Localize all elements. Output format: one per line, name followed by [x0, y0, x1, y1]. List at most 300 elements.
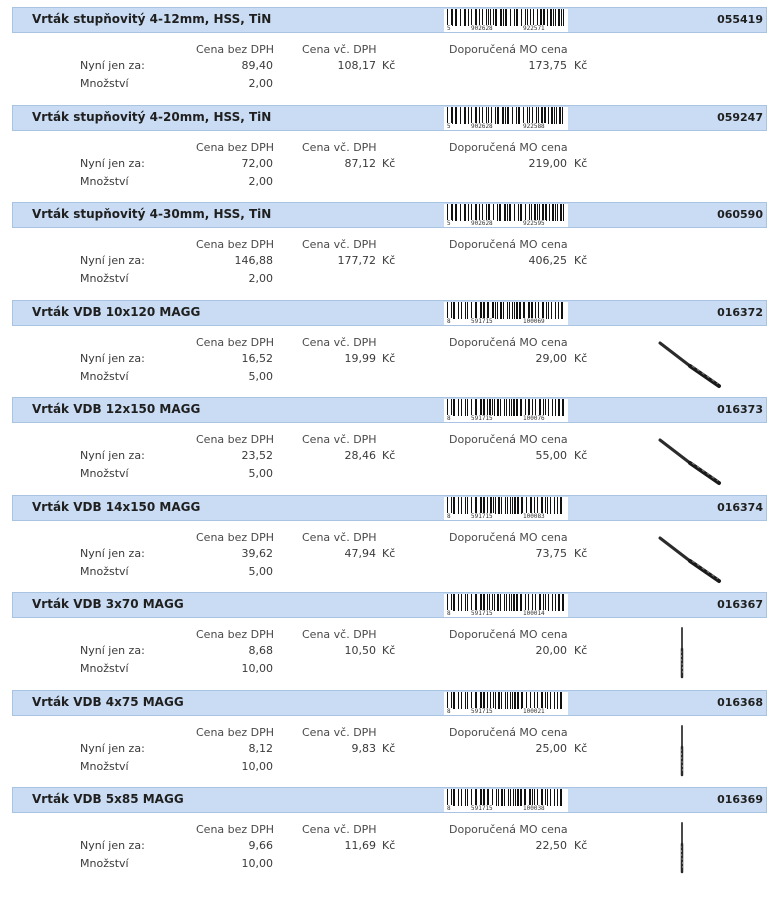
barcode-bar: [471, 497, 472, 514]
barcode-bar: [562, 594, 564, 611]
barcode-bar: [483, 789, 485, 806]
product-image-drill-bit[interactable]: [652, 433, 726, 493]
barcode-bar: [447, 789, 448, 806]
product-list: [0, 7, 780, 885]
col-head-price-incl-vat: Cena vč. DPH: [302, 530, 377, 544]
col-head-price-incl-vat: Cena vč. DPH: [302, 238, 377, 251]
barcode-bar: [537, 204, 538, 221]
currency-label: Kč: [574, 351, 588, 365]
product-code: 016368: [717, 695, 763, 709]
barcode-bar: [547, 497, 548, 514]
label-quantity: Množství: [80, 77, 129, 90]
col-head-price-excl-vat: Cena bez DPH: [196, 140, 275, 154]
barcode-bar: [546, 302, 547, 319]
barcode-bar: [531, 204, 532, 221]
barcode-bar: [475, 497, 477, 514]
currency-label: Kč: [382, 351, 396, 365]
retail-price: 25,00: [535, 741, 567, 755]
product-name[interactable]: Vrták VDB 5x85 MAGG: [32, 792, 184, 806]
barcode-digit-right: 100083: [523, 512, 545, 520]
barcode-digit-left: 591715: [471, 317, 493, 325]
barcode-bar: [539, 204, 540, 221]
barcode-bar: [554, 692, 555, 709]
barcode-bar: [534, 789, 535, 806]
barcode-bar: [465, 692, 466, 709]
barcode-bar: [535, 594, 536, 611]
barcode-bar: [533, 9, 534, 26]
barcode-bar: [558, 594, 560, 611]
barcode-bar: [547, 9, 548, 26]
barcode-bar: [505, 9, 507, 26]
barcode-bar: [528, 594, 529, 611]
currency-label: Kč: [382, 254, 396, 267]
barcode-bar: [558, 399, 560, 416]
col-head-recommended-retail: Doporučená MO cena: [449, 43, 568, 56]
barcode-bar: [551, 302, 552, 319]
barcode-digit-right: 100038: [523, 805, 545, 812]
barcode-bar: [543, 399, 544, 416]
barcode-bar: [451, 692, 452, 709]
product-name[interactable]: Vrták VDB 3x70 MAGG: [32, 597, 184, 611]
barcode-bar: [532, 399, 533, 416]
barcode-bar: [451, 9, 453, 26]
barcode-bar: [467, 594, 468, 611]
barcode-digit-prefix: 8: [447, 317, 451, 325]
quantity-value: 5,00: [248, 467, 273, 480]
barcode-bar: [559, 107, 561, 124]
barcode-bar: [497, 204, 498, 221]
barcode-digit-right: 100076: [523, 415, 545, 422]
retail-price: 73,75: [535, 546, 567, 560]
barcode-bar: [515, 789, 516, 806]
barcode-bar: [480, 497, 482, 514]
currency-label: Kč: [574, 254, 588, 267]
barcode-bar: [487, 302, 489, 319]
barcode-bar: [516, 9, 518, 26]
barcode-bar: [510, 789, 511, 806]
price-incl-vat: 87,12: [344, 156, 376, 170]
col-head-recommended-retail: Doporučená MO cena: [449, 823, 568, 836]
barcode-bars: [444, 497, 568, 514]
label-quantity: Množství: [80, 369, 129, 383]
product-image-drill-bit[interactable]: [675, 625, 689, 685]
barcode-bar: [521, 692, 523, 709]
barcode-bar: [447, 497, 448, 514]
barcode-bar: [479, 107, 480, 124]
barcode-bar: [480, 789, 482, 806]
barcode-bar: [453, 594, 455, 611]
barcode-bar: [529, 107, 530, 124]
col-head-recommended-retail: Doporučená MO cena: [449, 725, 568, 739]
barcode-bar: [543, 594, 544, 611]
barcode-bar: [552, 204, 554, 221]
barcode-bar: [538, 107, 539, 124]
barcode-bar: [560, 204, 562, 221]
barcode-digits: [444, 415, 568, 422]
quantity-value: 2,00: [248, 77, 273, 90]
col-head-price-incl-vat: Cena vč. DPH: [302, 335, 377, 349]
barcode-bar: [455, 204, 457, 221]
product-header: [12, 495, 767, 521]
barcode-bar: [496, 789, 497, 806]
product-code: 060590: [717, 208, 763, 221]
barcode-bar: [513, 399, 515, 416]
barcode-bar: [465, 789, 466, 806]
barcode-bar: [526, 497, 527, 514]
barcode-bar: [460, 204, 461, 221]
barcode-bar: [447, 302, 448, 319]
barcode-bar: [468, 107, 469, 124]
barcode-bar: [514, 692, 516, 709]
price-incl-vat: 28,46: [344, 449, 376, 462]
barcode-bar: [493, 692, 494, 709]
barcode-digits: [444, 220, 568, 227]
barcode-digit-left: 591715: [471, 805, 493, 812]
barcode-bars: [444, 107, 568, 124]
barcode-bar: [532, 107, 533, 124]
product-name[interactable]: Vrták stupňovitý 4-20mm, HSS, TiN: [32, 109, 272, 124]
barcode-bar: [461, 789, 462, 806]
currency-label: Kč: [382, 546, 396, 560]
barcode-bar: [493, 9, 494, 26]
barcode-digit-right: 922595: [523, 220, 545, 227]
barcode-bar: [541, 692, 543, 709]
barcode-bar: [509, 594, 510, 611]
barcode-bar: [504, 594, 505, 611]
retail-price: 29,00: [535, 351, 567, 365]
barcode-bar: [451, 302, 452, 319]
barcode-bar: [505, 692, 506, 709]
barcode-bar: [545, 692, 546, 709]
barcode-bar: [475, 204, 477, 221]
drill-bit-icon: [652, 531, 726, 587]
col-head-price-incl-vat: Cena vč. DPH: [302, 823, 377, 836]
product-code: 059247: [717, 110, 763, 124]
barcode-bar: [495, 302, 496, 319]
barcode-bar: [555, 594, 556, 611]
product-header: [12, 397, 767, 423]
barcode-bar: [501, 789, 503, 806]
quantity-value: 5,00: [248, 369, 273, 383]
barcode-bar: [453, 497, 455, 514]
barcode-bar: [505, 107, 506, 124]
barcode-bar: [480, 302, 482, 319]
barcode-bar: [455, 9, 457, 26]
barcode-bar: [516, 107, 517, 124]
barcode-bar: [461, 692, 462, 709]
quantity-value: 10,00: [241, 759, 273, 773]
barcode-bar: [487, 497, 488, 514]
barcode-digit-prefix: 8: [447, 805, 451, 812]
col-head-price-incl-vat: Cena vč. DPH: [302, 140, 377, 154]
barcode-bar: [548, 302, 549, 319]
retail-price: 219,00: [528, 156, 567, 170]
barcode-bar: [461, 302, 462, 319]
product-header: [12, 105, 767, 131]
barcode-bar: [510, 9, 511, 26]
barcode-digit-prefix: 8: [447, 610, 451, 617]
label-now-only: Nyní jen za:: [80, 59, 145, 72]
barcode-bar: [521, 497, 523, 514]
barcode-bar: [534, 497, 535, 514]
barcode-bar: [530, 692, 531, 709]
barcode-bar: [464, 9, 466, 26]
col-head-price-incl-vat: Cena vč. DPH: [302, 43, 377, 56]
barcode-bar: [453, 302, 455, 319]
barcode-bar: [500, 302, 502, 319]
barcode-digit-right: 100069: [523, 317, 545, 325]
barcode-bar: [451, 204, 453, 221]
barcode-bar: [451, 399, 452, 416]
col-head-recommended-retail: Doporučená MO cena: [449, 140, 568, 154]
barcode-bar: [447, 9, 448, 26]
product-name[interactable]: Vrták VDB 14x150 MAGG: [32, 499, 201, 514]
barcode-bar: [488, 9, 489, 26]
barcode-bar: [526, 692, 527, 709]
retail-price: 406,25: [528, 254, 567, 267]
barcode-bar: [483, 302, 485, 319]
barcode-bar: [489, 399, 491, 416]
product-name[interactable]: Vrták VDB 4x75 MAGG: [32, 694, 184, 709]
barcode-bar: [523, 107, 524, 124]
price-incl-vat: 11,69: [344, 839, 376, 852]
barcode-image: [444, 9, 568, 32]
barcode-bar: [453, 789, 455, 806]
barcode-bar: [460, 9, 461, 26]
barcode-bar: [561, 302, 563, 319]
barcode-digits: [444, 318, 568, 325]
barcode-digit-prefix: 8: [447, 707, 451, 715]
barcode-bar: [451, 594, 452, 611]
barcode-bar: [453, 399, 455, 416]
barcode-bar: [498, 497, 500, 514]
product-name[interactable]: Vrták VDB 10x120 MAGG: [32, 304, 201, 319]
barcode-bar: [517, 497, 519, 514]
barcode-bar: [513, 789, 514, 806]
barcode-bar: [514, 497, 516, 514]
price-incl-vat: 177,72: [337, 254, 376, 267]
barcode-bar: [487, 594, 488, 611]
product-code: 055419: [717, 13, 763, 26]
barcode-bar: [495, 497, 496, 514]
barcode-bar: [511, 594, 512, 611]
barcode-bar: [555, 302, 556, 319]
product-image-drill-bit[interactable]: [675, 723, 689, 783]
label-now-only: Nyní jen za:: [80, 741, 145, 755]
barcode-bar: [501, 497, 502, 514]
currency-label: Kč: [574, 156, 588, 170]
product-header: [12, 7, 767, 33]
col-head-price-excl-vat: Cena bez DPH: [196, 628, 275, 641]
barcode-bar: [483, 692, 485, 709]
barcode-bar: [451, 789, 452, 806]
barcode-bar: [507, 204, 508, 221]
barcode-bar: [464, 107, 466, 124]
barcode-bar: [479, 204, 480, 221]
barcode-bar: [558, 302, 559, 319]
price-incl-vat: 47,94: [344, 546, 376, 560]
barcode-bar: [475, 302, 477, 319]
barcode-bar: [556, 107, 557, 124]
barcode-bar: [447, 692, 448, 709]
barcode-bar: [525, 204, 526, 221]
label-now-only: Nyní jen za:: [80, 839, 145, 852]
label-now-only: Nyní jen za:: [80, 644, 145, 657]
barcode-bar: [512, 692, 513, 709]
barcode-bar: [488, 204, 490, 221]
retail-price: 173,75: [528, 59, 567, 72]
barcode-image: [444, 204, 568, 227]
barcode-bar: [554, 789, 555, 806]
product-image-drill-bit[interactable]: [675, 820, 689, 880]
barcode-digits: [444, 708, 568, 715]
barcode-bar: [494, 594, 495, 611]
barcode-bar: [516, 399, 518, 416]
barcode-bar: [495, 692, 496, 709]
barcode-bar: [525, 9, 526, 26]
barcode-bar: [461, 497, 462, 514]
barcode-bar: [547, 692, 548, 709]
barcode-image: [444, 692, 568, 715]
barcode-bar: [538, 302, 539, 319]
barcode-bar: [475, 789, 477, 806]
barcode-bar: [494, 399, 495, 416]
barcode-bar: [499, 204, 501, 221]
barcode-bar: [555, 9, 556, 26]
barcode-bar: [517, 692, 519, 709]
barcode-bar: [483, 399, 485, 416]
barcode-bar: [486, 9, 487, 26]
barcode-bar: [542, 302, 544, 319]
barcode-image: [444, 399, 568, 422]
product-name[interactable]: Vrták stupňovitý 4-12mm, HSS, TiN: [32, 12, 272, 26]
price-incl-vat: 19,99: [344, 351, 376, 365]
barcode-bar: [532, 789, 533, 806]
barcode-bar: [464, 204, 466, 221]
barcode-bar: [539, 594, 541, 611]
label-quantity: Množství: [80, 272, 129, 285]
barcode-bar: [560, 497, 562, 514]
barcode-bar: [475, 692, 477, 709]
retail-price: 20,00: [535, 644, 567, 657]
barcode-bar: [554, 497, 555, 514]
product-name[interactable]: Vrták stupňovitý 4-30mm, HSS, TiN: [32, 207, 272, 221]
currency-label: Kč: [382, 59, 396, 72]
barcode-bar: [509, 204, 511, 221]
label-quantity: Množství: [80, 662, 129, 675]
barcode-bar: [552, 399, 553, 416]
barcode-digit-right: 100014: [523, 610, 545, 617]
barcode-bar: [458, 399, 459, 416]
label-quantity: Množství: [80, 174, 129, 188]
barcode-bar: [504, 399, 505, 416]
barcode-bar: [507, 497, 508, 514]
barcode-bar: [460, 107, 461, 124]
barcode-bar: [529, 789, 531, 806]
barcode-bar: [495, 107, 496, 124]
barcode-bar: [561, 9, 562, 26]
barcode-bar: [524, 789, 526, 806]
product-item: [0, 592, 780, 690]
barcode-bar: [492, 789, 493, 806]
barcode-bar: [498, 692, 500, 709]
product-image-drill-bit[interactable]: [652, 531, 726, 591]
barcode-bar: [471, 107, 472, 124]
drill-bit-icon: [675, 625, 689, 681]
barcode-bar: [516, 594, 518, 611]
label-quantity: Množství: [80, 467, 129, 480]
barcode-bar: [562, 107, 563, 124]
price-incl-vat: 10,50: [344, 644, 376, 657]
col-head-recommended-retail: Doporučená MO cena: [449, 628, 568, 641]
currency-label: Kč: [574, 839, 588, 852]
barcode-bar: [489, 594, 490, 611]
barcode-bar: [535, 302, 536, 319]
barcode-digits: [444, 123, 568, 130]
barcode-bar: [549, 204, 550, 221]
quantity-value: 5,00: [248, 564, 273, 578]
barcode-bar: [518, 204, 519, 221]
price-incl-vat: 108,17: [337, 59, 376, 72]
barcode-bar: [555, 399, 556, 416]
barcode-bar: [498, 789, 499, 806]
price-excl-vat: 72,00: [241, 156, 273, 170]
barcode-bar: [467, 497, 468, 514]
product-item: [0, 7, 780, 105]
barcode-bar: [471, 302, 472, 319]
barcode-bar: [544, 107, 546, 124]
barcode-bar: [500, 594, 501, 611]
barcode-bar: [521, 9, 522, 26]
barcode-bar: [465, 497, 466, 514]
barcode-image: [444, 107, 568, 130]
barcode-bar: [557, 497, 558, 514]
price-excl-vat: 23,52: [241, 449, 273, 462]
barcode-bar: [510, 497, 511, 514]
barcode-digit-prefix: 8: [447, 415, 451, 422]
barcode-bar: [482, 107, 483, 124]
currency-label: Kč: [382, 741, 396, 755]
barcode-bars: [444, 302, 568, 319]
currency-label: Kč: [382, 449, 396, 462]
barcode-bar: [467, 302, 468, 319]
product-header: [12, 300, 767, 326]
product-name[interactable]: Vrták VDB 12x150 MAGG: [32, 402, 201, 416]
barcode-bar: [488, 107, 489, 124]
barcode-bar: [541, 789, 543, 806]
barcode-bar: [527, 9, 528, 26]
quantity-value: 2,00: [248, 272, 273, 285]
currency-label: Kč: [574, 741, 588, 755]
product-code: 016374: [717, 500, 763, 514]
barcode-bar: [490, 692, 491, 709]
product-item: [0, 787, 780, 885]
product-item: [0, 300, 780, 398]
barcode-bar: [465, 302, 466, 319]
barcode-bar: [447, 107, 448, 124]
currency-label: Kč: [574, 449, 588, 462]
barcode-bar: [467, 692, 468, 709]
barcode-bar: [555, 204, 556, 221]
barcode-bar: [492, 399, 493, 416]
product-image-drill-bit[interactable]: [652, 336, 726, 396]
barcode-bar: [505, 497, 506, 514]
col-head-recommended-retail: Doporučená MO cena: [449, 530, 568, 544]
col-head-recommended-retail: Doporučená MO cena: [449, 335, 568, 349]
barcode-bar: [534, 692, 535, 709]
barcode-bar: [550, 789, 551, 806]
barcode-bar: [471, 594, 472, 611]
